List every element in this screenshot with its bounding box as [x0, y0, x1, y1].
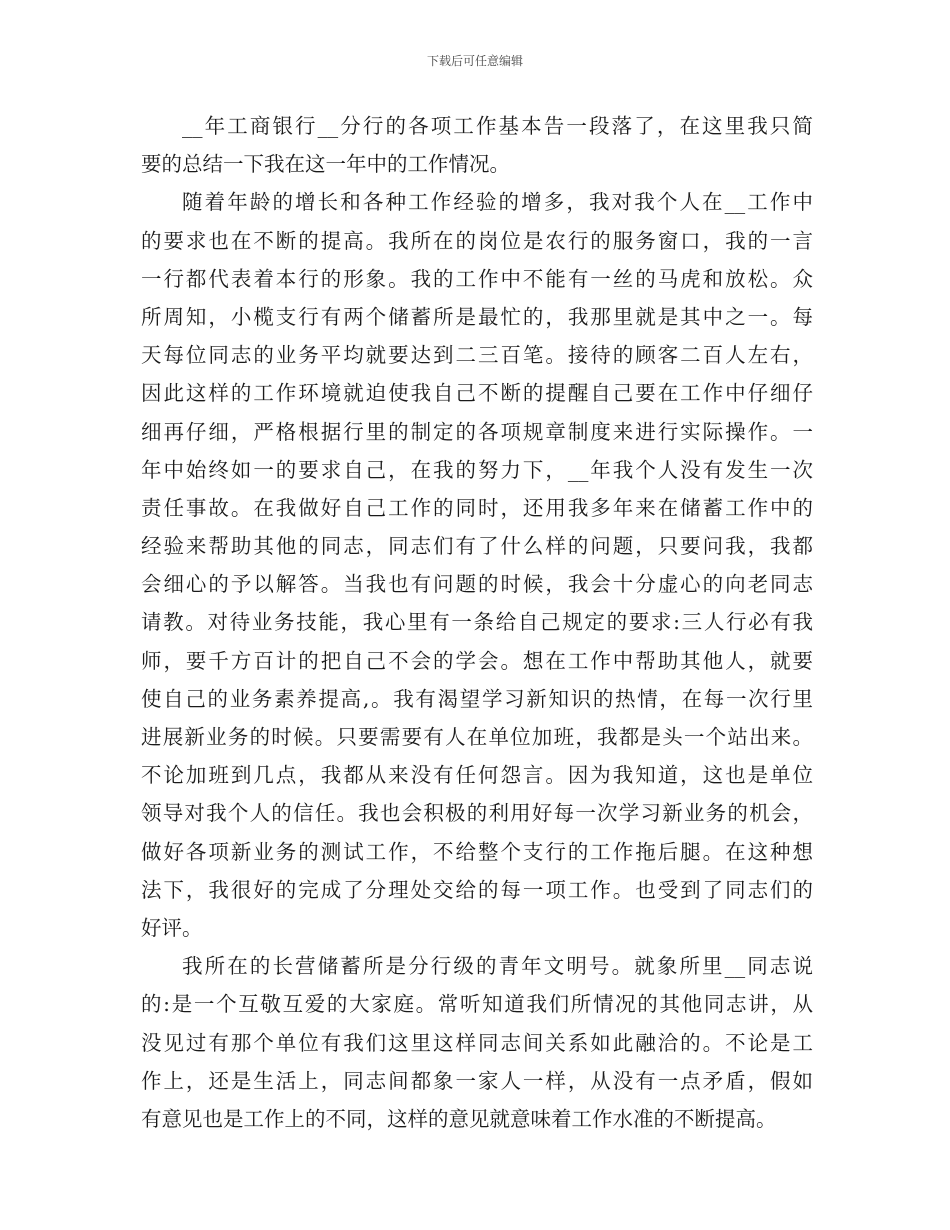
paragraph-line: 要的总结一下我在这一年中的工作情况。	[141, 152, 510, 177]
paragraph-line: 不论加班到几点，我都从来没有任何怨言。因为我知道，这也是单位	[141, 763, 813, 788]
paragraph-line: 一行都代表着本行的形象。我的工作中不能有一丝的马虎和放松。众	[141, 266, 813, 291]
paragraph-line: 责任事故。在我做好自己工作的同时，还用我多年来在储蓄工作中的	[141, 495, 813, 520]
paragraph-line: 有意见也是工作上的不同，这样的意见就意味着工作水准的不断提高。	[141, 1106, 777, 1131]
paragraph-line: 随着年龄的增长和各种工作经验的增多，我对我个人在__工作中	[182, 190, 813, 215]
paragraph-line: 请教。对待业务技能，我心里有一条给自己规定的要求:三人行必有我	[141, 610, 813, 635]
paragraph-line: 作上，还是生活上，同志间都象一家人一样，从没有一点矛盾，假如	[141, 1068, 813, 1093]
paragraph-line: 进展新业务的时候。只要需要有人在单位加班，我都是头一个站出来。	[141, 725, 813, 749]
paragraph-line: 没见过有那个单位有我们这里这样同志间关系如此融洽的。不论是工	[141, 1030, 813, 1055]
paragraph-line: 因此这样的工作环境就迫使我自己不断的提醒自己要在工作中仔细仔	[141, 381, 813, 406]
paragraph-line: 法下，我很好的完成了分理处交给的每一项工作。也受到了同志们的	[141, 877, 813, 902]
paragraph-3	[141, 947, 813, 1138]
paragraph-2	[141, 183, 813, 947]
paragraph-line: 好评。	[141, 915, 203, 940]
paragraph-line: 使自己的业务素养提高,。我有渴望学习新知识的热情，在每一次行里	[141, 686, 813, 711]
paragraph-line: __年工商银行__分行的各项工作基本告一段落了，在这里我只简	[182, 114, 813, 138]
paragraph-1	[141, 107, 813, 183]
paragraph-line: 会细心的予以解答。当我也有问题的时候，我会十分虚心的向老同志	[141, 572, 813, 597]
page-header-note: 下载后可任意编辑	[426, 54, 523, 68]
paragraph-line: 的:是一个互敬互爱的大家庭。常听知道我们所情况的其他同志讲，从	[141, 992, 813, 1017]
paragraph-line: 年中始终如一的要求自己，在我的努力下，__年我个人没有发生一次	[141, 457, 813, 482]
paragraph-line: 做好各项新业务的测试工作，不给整个支行的工作拖后腿。在这种想	[141, 839, 813, 864]
paragraph-line: 天每位同志的业务平均就要达到二三百笔。接待的顾客二百人左右，	[141, 343, 813, 368]
paragraph-line: 领导对我个人的信任。我也会积极的利用好每一次学习新业务的机会，	[141, 801, 813, 826]
paragraph-line: 的要求也在不断的提高。我所在的岗位是农行的服务窗口，我的一言	[141, 228, 813, 253]
paragraph-line: 我所在的长营储蓄所是分行级的青年文明号。就象所里__同志说	[182, 954, 813, 979]
paragraph-line: 师，要千方百计的把自己不会的学会。想在工作中帮助其他人，就要	[141, 648, 813, 673]
paragraph-line: 经验来帮助其他的同志，同志们有了什么样的问题，只要问我，我都	[141, 534, 813, 559]
paragraph-line: 细再仔细，严格根据行里的制定的各项规章制度来进行实际操作。一	[141, 419, 813, 444]
paragraph-line: 所周知，小榄支行有两个储蓄所是最忙的，我那里就是其中之一。每	[141, 304, 813, 329]
document-body	[141, 107, 813, 1138]
